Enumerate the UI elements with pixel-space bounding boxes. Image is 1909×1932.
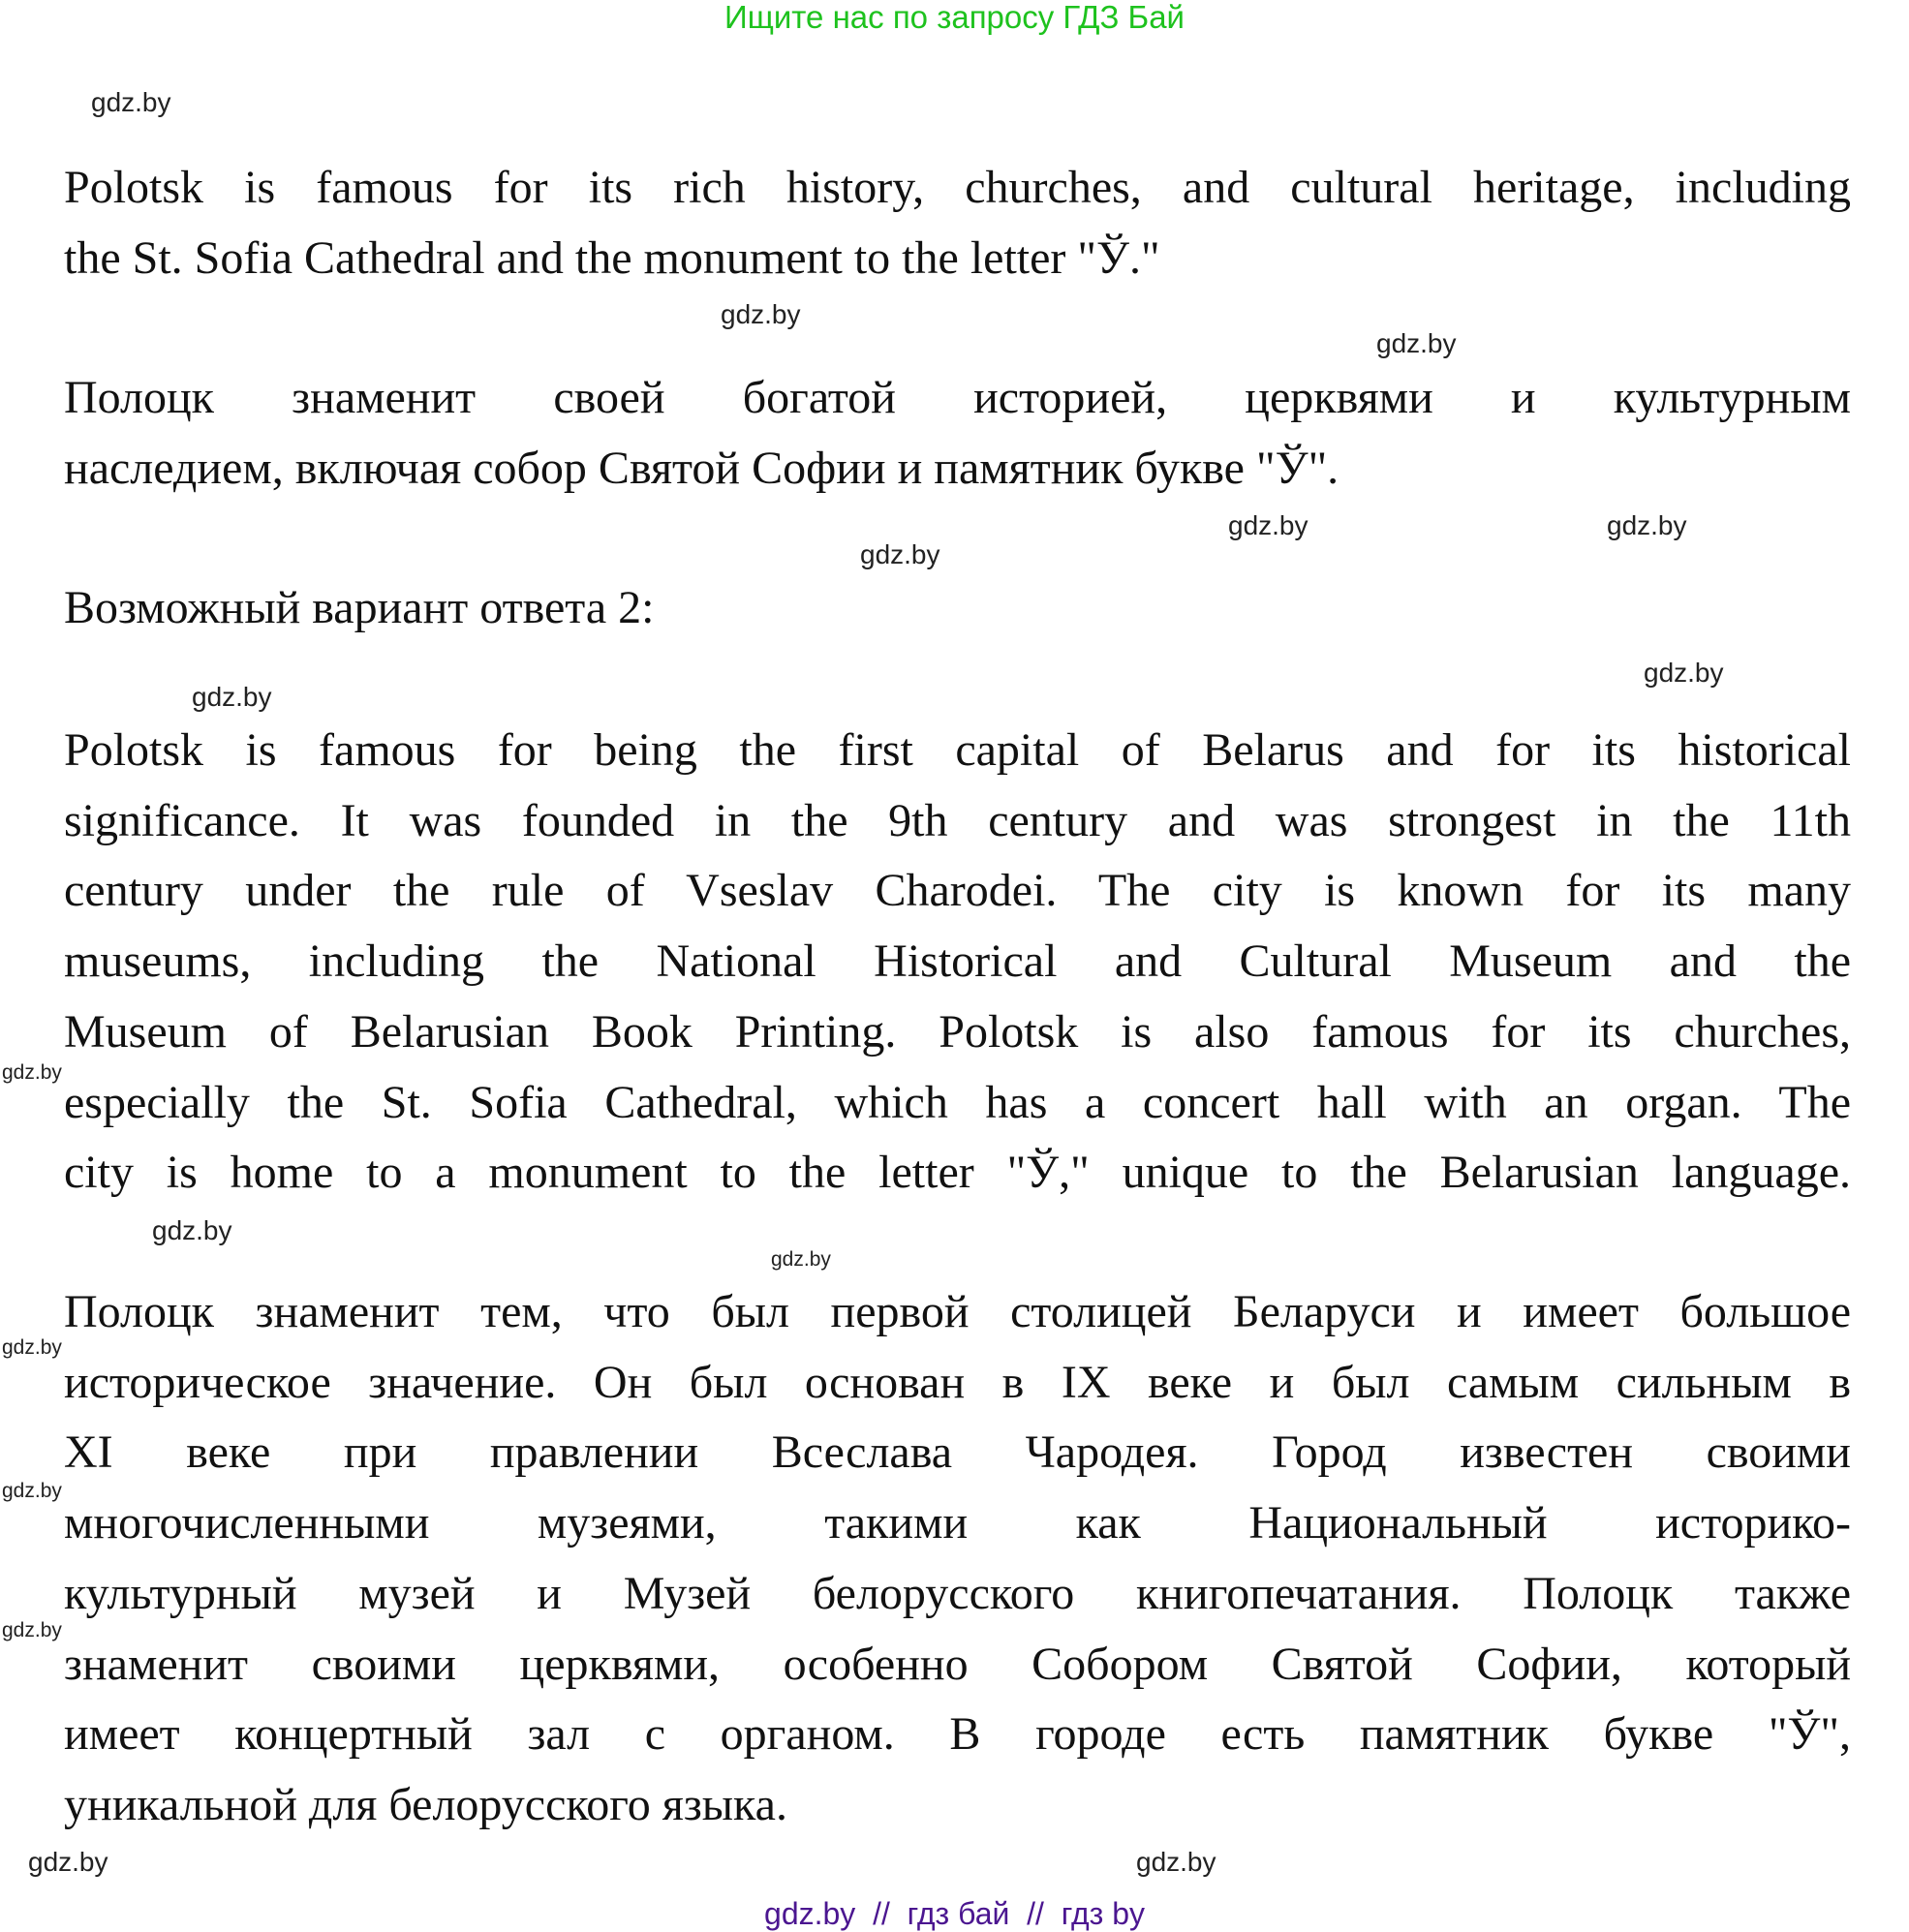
text-line: наследием, включая собор Святой Софии и памятник букве "Ў". <box>64 442 1339 494</box>
paragraph-russian-1 <box>64 363 1851 504</box>
watermark: gdz.by <box>2 1619 62 1641</box>
text-line: знаменит своими церквями, особенно Собором Святой Софии, который <box>64 1638 1851 1690</box>
text-line: многочисленными музеями, такими как Национальный историко- <box>64 1497 1851 1549</box>
watermark: gdz.by <box>152 1215 232 1245</box>
text-line: the St. Sofia Cathedral and the monument to the letter "Ў." <box>64 231 1160 284</box>
text-line: Polotsk is famous for being the first capital of Belarus and for its historical <box>64 724 1851 776</box>
watermark: gdz.by <box>1376 328 1457 358</box>
watermark: gdz.by <box>2 1480 62 1502</box>
watermark: gdz.by <box>2 1061 62 1084</box>
watermark: gdz.by <box>91 87 171 117</box>
text-line: especially the St. Sofia Cathedral, which has a concert hall with an organ. The <box>64 1076 1851 1128</box>
watermark: gdz.by <box>860 539 940 569</box>
watermark: gdz.by <box>771 1248 831 1271</box>
watermark: gdz.by <box>192 682 272 712</box>
paragraph-english-2 <box>64 716 1851 1209</box>
watermark: gdz.by <box>1644 658 1724 688</box>
text-line: museums, including the National Historical and Cultural Museum and the <box>64 935 1851 988</box>
text-line: century under the rule of Vseslav Charodei. The city is known for its many <box>64 865 1851 917</box>
text-line: Museum of Belarusian Book Printing. Polotsk is also famous for its churches, <box>64 1005 1851 1058</box>
watermark: gdz.by <box>1228 510 1309 540</box>
watermark: gdz.by <box>721 299 801 329</box>
answer-heading <box>64 573 1851 644</box>
watermark: gdz.by <box>1607 510 1687 540</box>
footer-links: gdz.by // гдз бай // гдз by <box>764 1896 1145 1931</box>
text-line: Polotsk is famous for its rich history, churches, and cultural heritage, including <box>64 162 1851 213</box>
text-line: уникальной для белорусского языка. <box>64 1778 787 1830</box>
search-hint-banner: Ищите нас по запросу ГДЗ Бай <box>724 0 1185 35</box>
text-line: историческое значение. Он был основан в IX веке и был самым сильным в <box>64 1356 1851 1408</box>
text-line: XI веке при правлении Всеслава Чародея. Город известен своими <box>64 1426 1851 1479</box>
text-line: city is home to a monument to the letter "Ў," unique to the Belarusian language. <box>64 1147 1851 1199</box>
text-line: Полоцк знаменит своей богатой историей, церквями и культурным <box>64 372 1851 423</box>
paragraph-english-1 <box>64 153 1851 293</box>
watermark: gdz.by <box>28 1847 108 1877</box>
text-line: Полоцк знаменит тем, что был первой столицей Беларуси и имеет большое <box>64 1286 1851 1337</box>
text-line: Возможный вариант ответа 2: <box>64 582 655 633</box>
watermark: gdz.by <box>2 1336 62 1359</box>
paragraph-russian-2 <box>64 1277 1851 1841</box>
text-line: имеет концертный зал с органом. В городе есть памятник букве "Ў", <box>64 1708 1851 1761</box>
watermark: gdz.by <box>1136 1847 1216 1877</box>
text-line: significance. It was founded in the 9th century and was strongest in the 11th <box>64 794 1851 846</box>
text-line: культурный музей и Музей белорусского книгопечатания. Полоцк также <box>64 1567 1851 1619</box>
